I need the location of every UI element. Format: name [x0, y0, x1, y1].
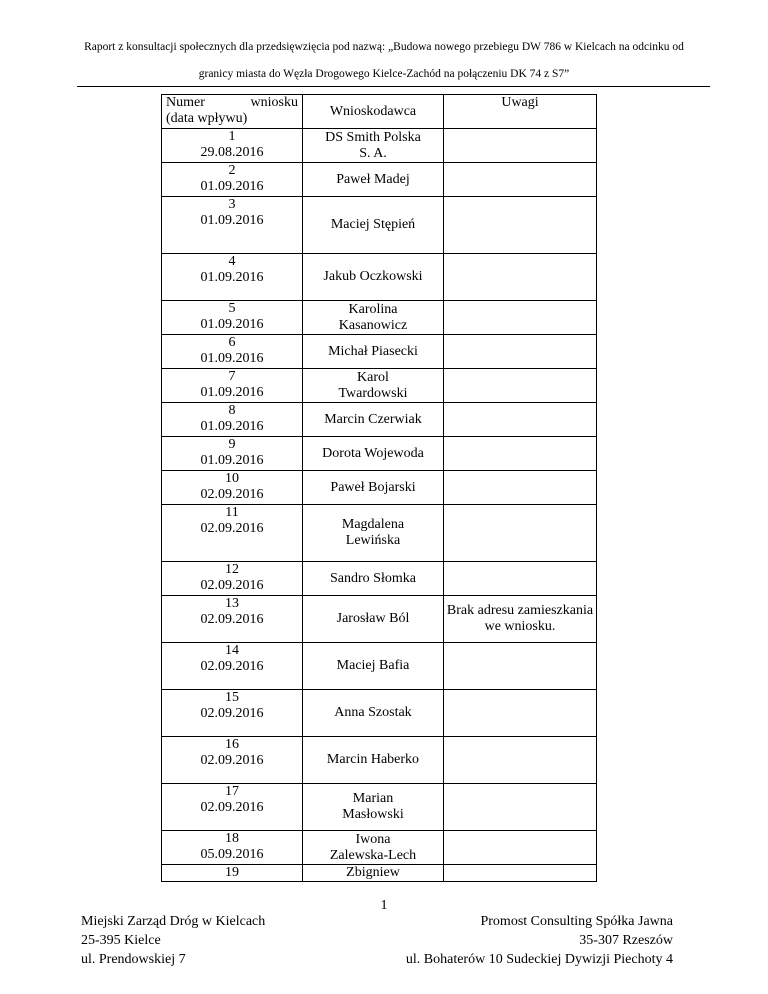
applicant-cell	[303, 335, 444, 369]
application-number-cell	[162, 596, 303, 643]
application-number-cell	[162, 690, 303, 737]
table-row	[162, 865, 597, 882]
application-number-cell	[162, 163, 303, 197]
table-row	[162, 643, 597, 690]
applicant-name: Maciej Bafia	[336, 658, 410, 673]
application-number-cell	[162, 831, 303, 865]
application-number: 9	[228, 437, 236, 452]
remarks-cell	[444, 784, 597, 831]
table-row	[162, 831, 597, 865]
application-number-cell	[162, 562, 303, 596]
applicant-name: Maciej Stępień	[330, 217, 416, 232]
application-number-cell	[162, 505, 303, 562]
applicant-name: Magdalena	[341, 517, 405, 532]
application-date: 02.09.2016	[200, 612, 264, 627]
remarks-cell	[444, 301, 597, 335]
table-row	[162, 369, 597, 403]
application-number: 5	[228, 301, 236, 316]
applicant-name: Marian	[352, 791, 394, 806]
application-date: 01.09.2016	[200, 453, 264, 468]
remarks-cell	[444, 690, 597, 737]
remarks-cell	[444, 471, 597, 505]
footer-right: Promost Consulting Spółka Jawna 35-307 Rzeszów ul. Bohaterów 10 Sudeckiej Dywizji Piechoty 4	[405, 914, 673, 967]
applicant-cell	[303, 690, 444, 737]
applicant-cell	[303, 403, 444, 437]
remarks-cell	[444, 403, 597, 437]
table-row	[162, 505, 597, 562]
applicant-name: DS Smith Polska	[325, 129, 421, 145]
application-number: 8	[228, 403, 236, 418]
column-header-remarks: Uwagi	[444, 95, 597, 129]
application-number-cell	[162, 403, 303, 437]
application-date: 02.09.2016	[200, 487, 264, 502]
table-row	[162, 471, 597, 505]
applicant-name-cont: Twardowski	[338, 385, 408, 401]
applicant-name: Iwona	[355, 831, 391, 847]
application-number: 16	[225, 737, 239, 752]
applicant-name: Karolina	[348, 301, 398, 317]
application-number-cell	[162, 335, 303, 369]
application-number-cell	[162, 254, 303, 301]
applicant-name: Michał Piasecki	[328, 343, 418, 359]
application-date: 01.09.2016	[200, 419, 264, 434]
applicant-cell	[303, 865, 444, 882]
applicant-name-cont: S. A.	[359, 145, 387, 161]
remarks-cell	[444, 369, 597, 403]
application-number: 19	[225, 865, 239, 880]
applicant-cell	[303, 197, 444, 254]
applicant-cell	[303, 737, 444, 784]
table-row	[162, 254, 597, 301]
table-row	[162, 197, 597, 254]
remarks-cell	[444, 865, 597, 882]
application-date: 02.09.2016	[200, 800, 264, 815]
applicant-cell	[303, 254, 444, 301]
applicant-name: Paweł Madej	[336, 171, 410, 187]
applications-table	[161, 94, 597, 882]
application-number-cell	[162, 865, 303, 882]
application-number: 1	[228, 129, 236, 144]
applicant-name: Anna Szostak	[334, 705, 412, 720]
table-row	[162, 163, 597, 197]
table-row	[162, 562, 597, 596]
applicant-cell	[303, 505, 444, 562]
applicant-cell	[303, 369, 444, 403]
application-number: 17	[225, 784, 239, 799]
application-date: 02.09.2016	[200, 659, 264, 674]
application-date: 02.09.2016	[200, 578, 264, 593]
application-number: 13	[225, 596, 239, 611]
applicant-name: Marcin Haberko	[326, 752, 420, 767]
applicant-name-cont: Zalewska-Lech	[329, 847, 417, 863]
header-divider	[77, 86, 710, 87]
application-date: 02.09.2016	[200, 706, 264, 721]
table-row	[162, 335, 597, 369]
report-header-line-1: Raport z konsultacji społecznych dla przedsięwzięcia pod nazwą: „Budowa nowego przebiegu DW 786 w Kielcach na odcinku od	[84, 41, 684, 53]
column-header-application-number: Numer wniosku (data wpływu)	[162, 95, 303, 129]
table-row	[162, 690, 597, 737]
applicant-cell	[303, 562, 444, 596]
remarks-cell	[444, 163, 597, 197]
application-number: 4	[228, 254, 236, 269]
applicant-name-cont: Lewińska	[345, 533, 401, 548]
applicant-cell	[303, 437, 444, 471]
table-row	[162, 301, 597, 335]
application-date: 01.09.2016	[200, 317, 264, 332]
table-row	[162, 784, 597, 831]
applicant-name: Jarosław Ból	[336, 611, 410, 626]
remarks-cell	[444, 335, 597, 369]
applicant-cell	[303, 784, 444, 831]
remarks-cell	[444, 643, 597, 690]
application-number: 18	[225, 831, 239, 846]
applicant-name: Paweł Bojarski	[330, 479, 416, 495]
applicant-cell	[303, 163, 444, 197]
applicant-name: Dorota Wojewoda	[322, 445, 424, 461]
table-row	[162, 403, 597, 437]
application-number-cell	[162, 643, 303, 690]
application-date: 01.09.2016	[200, 270, 264, 285]
application-number-cell	[162, 301, 303, 335]
remarks-cell	[444, 831, 597, 865]
table-header-row	[162, 95, 597, 129]
remarks-cell	[444, 596, 597, 643]
applicant-name: Sandro Słomka	[330, 570, 416, 586]
application-date: 02.09.2016	[200, 521, 264, 536]
application-number: 10	[225, 471, 239, 486]
applicant-name: Karol	[357, 369, 389, 385]
applicant-cell	[303, 129, 444, 163]
application-number-cell	[162, 471, 303, 505]
application-number: 12	[225, 562, 239, 577]
table-row	[162, 129, 597, 163]
application-number: 3	[228, 197, 236, 212]
application-date: 01.09.2016	[200, 385, 264, 400]
applicant-name: Marcin Czerwiak	[324, 411, 422, 427]
applicant-cell	[303, 471, 444, 505]
remark-text: Brak adresu zamieszkania we wniosku.	[446, 603, 594, 634]
application-number-cell	[162, 437, 303, 471]
application-date: 05.09.2016	[200, 847, 264, 862]
report-header-line-2: granicy miasta do Węzła Drogowego Kielce-Zachód na połączeniu DK 74 z S7”	[198, 68, 570, 80]
applicant-cell	[303, 643, 444, 690]
applicant-cell	[303, 596, 444, 643]
application-number-cell	[162, 129, 303, 163]
remarks-cell	[444, 562, 597, 596]
application-number-cell	[162, 737, 303, 784]
page-number: 1	[380, 898, 388, 913]
table-row	[162, 737, 597, 784]
remarks-cell	[444, 254, 597, 301]
application-number-cell	[162, 784, 303, 831]
applicant-name-cont: Masłowski	[342, 807, 404, 822]
application-number-cell	[162, 197, 303, 254]
table-row	[162, 596, 597, 643]
application-date: 01.09.2016	[200, 213, 264, 228]
remarks-cell	[444, 197, 597, 254]
application-date: 01.09.2016	[200, 351, 264, 366]
remarks-cell	[444, 737, 597, 784]
application-number: 11	[225, 505, 239, 520]
application-number-cell	[162, 369, 303, 403]
application-date: 02.09.2016	[200, 753, 264, 768]
application-date: 29.08.2016	[200, 145, 264, 160]
applicant-cell	[303, 301, 444, 335]
remarks-cell	[444, 437, 597, 471]
application-number: 7	[228, 369, 236, 384]
application-number: 2	[228, 163, 236, 178]
applicant-name-cont: Kasanowicz	[338, 317, 408, 333]
remarks-cell	[444, 505, 597, 562]
table-row	[162, 437, 597, 471]
footer-left: Miejski Zarząd Dróg w Kielcach 25-395 Kielce ul. Prendowskiej 7	[81, 914, 266, 967]
applicant-name: Zbigniew	[346, 865, 400, 880]
column-header-applicant: Wnioskodawca	[303, 95, 444, 129]
application-number: 6	[228, 335, 236, 350]
applicant-name: Jakub Oczkowski	[323, 269, 423, 284]
applicant-cell	[303, 831, 444, 865]
application-number: 14	[225, 643, 239, 658]
application-number: 15	[225, 690, 239, 705]
remarks-cell	[444, 129, 597, 163]
application-date: 01.09.2016	[200, 179, 264, 194]
